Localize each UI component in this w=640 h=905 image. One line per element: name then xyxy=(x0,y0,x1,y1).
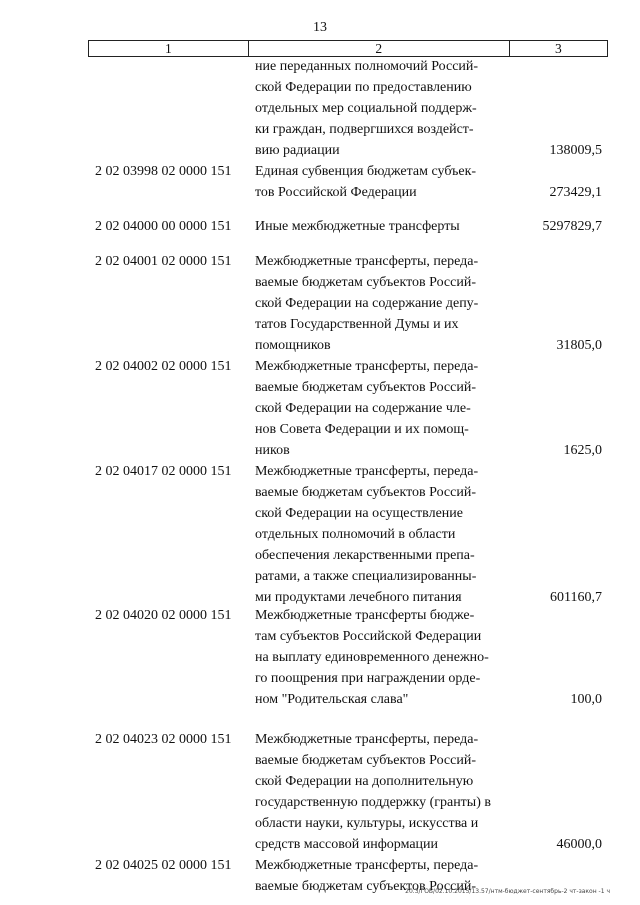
row-description: Межбюджетные трансферты, переда- ваемые бюджетам субъектов Россий- ской Федерации на дополнительную государственную поддержку (гранты) в области науки, культуры, искусства и средств массовой информации xyxy=(255,732,491,852)
table-row xyxy=(0,161,640,215)
row-value: 100,0 xyxy=(570,692,602,707)
row-value: 273429,1 xyxy=(549,185,602,200)
row-description: Межбюджетные трансферты, переда- ваемые бюджетам субъектов Россий- ской Федерации на осуществление отдельных полномочий в области обеспечения лекарственными препа- ратами, а также специализированны- ми продуктами лечебного питания xyxy=(255,464,479,605)
row-description: Межбюджетные трансферты бюдже- там субъектов Российской Федерации на выплату единовременного денежно- го поощрения при награждении орде- ном "Родительская слава" xyxy=(255,608,489,707)
budget-code: 2 02 04025 02 0000 151 xyxy=(95,858,232,873)
budget-code: 2 02 04017 02 0000 151 xyxy=(95,464,232,479)
row-description: ние переданных полномочий Россий- ской Федерации по предоставлению отдельных мер социальной поддерж- ки граждан, подвергшихся воздейст- вию радиации xyxy=(255,59,479,158)
header-col-2: 2 xyxy=(248,41,509,57)
row-value: 46000,0 xyxy=(556,837,602,852)
row-value: 138009,5 xyxy=(549,143,602,158)
budget-code: 2 02 04001 02 0000 151 xyxy=(95,254,232,269)
row-value: 5297829,7 xyxy=(542,219,602,234)
table-row xyxy=(0,251,640,356)
table-row xyxy=(0,461,640,605)
row-description: Межбюджетные трансферты, переда- ваемые бюджетам субъектов Россий- xyxy=(255,858,479,894)
page-number: 13 xyxy=(313,20,327,35)
table-row xyxy=(0,56,640,161)
budget-code: 2 02 04000 00 0000 151 xyxy=(95,219,232,234)
row-value: 601160,7 xyxy=(550,590,602,605)
table-row xyxy=(0,216,640,251)
row-description: Единая субвенция бюджетам субъек- тов Российской Федерации xyxy=(255,164,477,200)
budget-code: 2 02 04023 02 0000 151 xyxy=(95,732,232,747)
table-header xyxy=(88,40,608,57)
table-row xyxy=(0,605,640,729)
row-description: Иные межбюджетные трансферты xyxy=(255,219,460,234)
table-row xyxy=(0,356,640,461)
budget-code: 2 02 04002 02 0000 151 xyxy=(95,359,232,374)
document-footer: 20.3/ГОБ/02.10.2015/13.57/нтм-бюджет-сентябрь-2 чт-закон -1 ч xyxy=(405,888,610,895)
budget-code: 2 02 03998 02 0000 151 xyxy=(95,164,232,179)
row-value: 31805,0 xyxy=(556,338,602,353)
budget-code: 2 02 04020 02 0000 151 xyxy=(95,608,232,623)
header-col-1: 1 xyxy=(89,41,249,57)
header-col-3: 3 xyxy=(509,41,607,57)
row-description: Межбюджетные трансферты, переда- ваемые бюджетам субъектов Россий- ской Федерации на содержание депу- татов Государственной Думы и их помощников xyxy=(255,254,479,353)
table-row xyxy=(0,729,640,855)
row-description: Межбюджетные трансферты, переда- ваемые бюджетам субъектов Россий- ской Федерации на содержание чле- нов Совета Федерации и их помощ- ников xyxy=(255,359,479,458)
row-value: 1625,0 xyxy=(563,443,602,458)
